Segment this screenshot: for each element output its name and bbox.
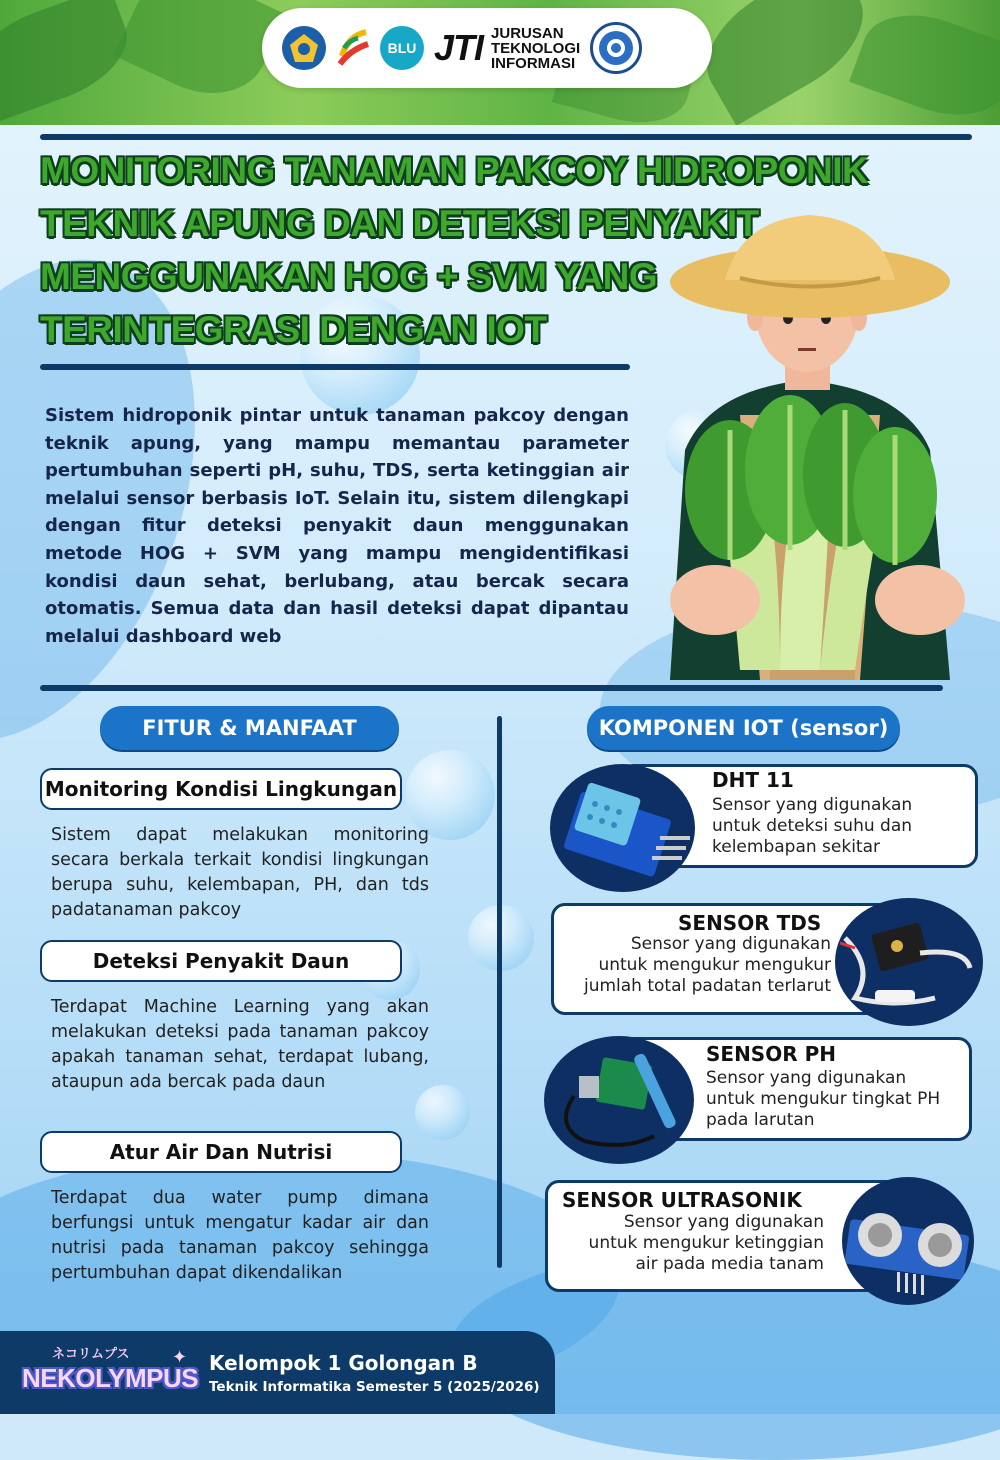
jurusan-line: TEKNOLOGI — [491, 39, 581, 57]
component-desc — [560, 1212, 824, 1275]
footer-title: Kelompok 1 Golongan B — [209, 1351, 478, 1375]
sparkle-icon: ✦ — [172, 1347, 188, 1368]
component-desc-line: untuk deteksi suhu dan — [712, 816, 913, 836]
feature-text-deteksi: Terdapat Machine Learning yang akan melakukan deteksi pada tanaman pakcoy apakah tanaman sehat, terdapat lubang, ataupun ada bercak pada daun — [51, 997, 429, 1092]
component-desc — [712, 795, 912, 858]
component-title: DHT 11 — [712, 768, 794, 792]
ultrasonic-sensor-icon — [842, 1177, 974, 1305]
component-title: SENSOR ULTRASONIK — [562, 1188, 802, 1212]
component-desc-line: untuk mengukur tingkat PH — [706, 1089, 941, 1109]
feature-title-deteksi: Deteksi Penyakit Daun — [40, 940, 402, 982]
jurusan-name — [491, 26, 580, 71]
title-line: MONITORING TANAMAN PAKCOY HIDROPONIK — [40, 150, 869, 191]
title-line: TEKNIK APUNG DAN DETEKSI PENYAKIT — [40, 203, 759, 244]
university-crest-icon — [282, 26, 326, 70]
blu-logo-icon — [380, 26, 424, 70]
component-desc-line: Sensor yang digunakan — [623, 1212, 824, 1232]
farmer-illustration — [630, 200, 1000, 680]
feature-text-monitoring: Sistem dapat melakukan monitoring secara berkala terkait kondisi lingkungan berupa suhu, kelembapan, PH, dan tds padatanaman pakcoy — [51, 825, 429, 920]
ph-sensor-icon — [544, 1036, 694, 1164]
component-desc-line: Sensor yang digunakan — [630, 934, 831, 954]
features-heading: FITUR & MANFAAT — [100, 706, 399, 750]
jurusan-line: INFORMASI — [491, 54, 576, 72]
component-desc-line: untuk mengukur ketinggian — [588, 1233, 824, 1253]
top-divider — [40, 134, 972, 140]
component-desc — [706, 1068, 940, 1131]
himpunan-logo-icon — [590, 22, 642, 74]
dht11-sensor-icon — [550, 764, 695, 892]
title-line: MENGGUNAKAN HOG + SVM YANG — [40, 256, 658, 297]
feature-title-monitoring: Monitoring Kondisi Lingkungan — [40, 768, 402, 810]
jurusan-line: JURUSAN — [491, 24, 564, 42]
section-divider — [497, 716, 502, 1268]
intro-divider — [40, 685, 943, 691]
intro-paragraph: Sistem hidroponik pintar untuk tanaman pakcoy dengan teknik apung, yang mampu memantau parameter pertumbuhan seperti pH, suhu, TDS, serta ketinggian air melalui sensor berbasis IoT. Selain itu, sistem dilengkapi dengan fitur deteksi penyakit daun menggunakan metode HOG + SVM yang mampu mengidentifikasi kondisi daun sehat, berlubang, atau bercak secara otomatis. Semua data dan hasil deteksi dapat dipantau melalui dashboard web — [45, 405, 629, 647]
component-desc-line: Sensor yang digunakan — [706, 1068, 907, 1088]
title-divider — [40, 364, 630, 370]
blu-logo-text: BLU — [387, 40, 417, 56]
component-desc-line: pada larutan — [706, 1110, 815, 1130]
component-title: SENSOR PH — [706, 1042, 836, 1066]
jti-logo: JTI — [434, 27, 484, 68]
tds-sensor-icon — [835, 898, 983, 1026]
component-desc-line: untuk mengukur mengukur — [598, 955, 831, 975]
component-desc-line: jumlah total padatan terlarut — [583, 976, 831, 996]
team-logo-text: NEKOLYMPUS — [22, 1363, 199, 1393]
nekolympus-logo — [22, 1343, 197, 1405]
team-logo-kana: ネコリムプス — [52, 1347, 130, 1362]
logo-bar — [262, 8, 712, 88]
feature-text-air-nutrisi: Terdapat dua water pump dimana berfungsi untuk mengatur kadar air dan nutrisi pada tanaman pakcoy sehingga pertumbuhan dapat dikendalikan — [51, 1188, 429, 1283]
component-title: SENSOR TDS — [678, 911, 822, 935]
title-line: TERINTEGRASI DENGAN IOT — [40, 309, 547, 350]
footer-subtitle: Teknik Informatika Semester 5 (2025/2026) — [209, 1379, 540, 1395]
component-desc-line: air pada media tanam — [635, 1254, 824, 1274]
kampus-merdeka-icon — [336, 26, 372, 70]
component-desc — [563, 934, 831, 997]
component-desc-line: kelembapan sekitar — [712, 837, 880, 857]
components-heading: KOMPONEN IOT (sensor) — [587, 706, 900, 750]
component-desc-line: Sensor yang digunakan — [712, 795, 913, 815]
feature-title-air-nutrisi: Atur Air Dan Nutrisi — [40, 1131, 402, 1173]
